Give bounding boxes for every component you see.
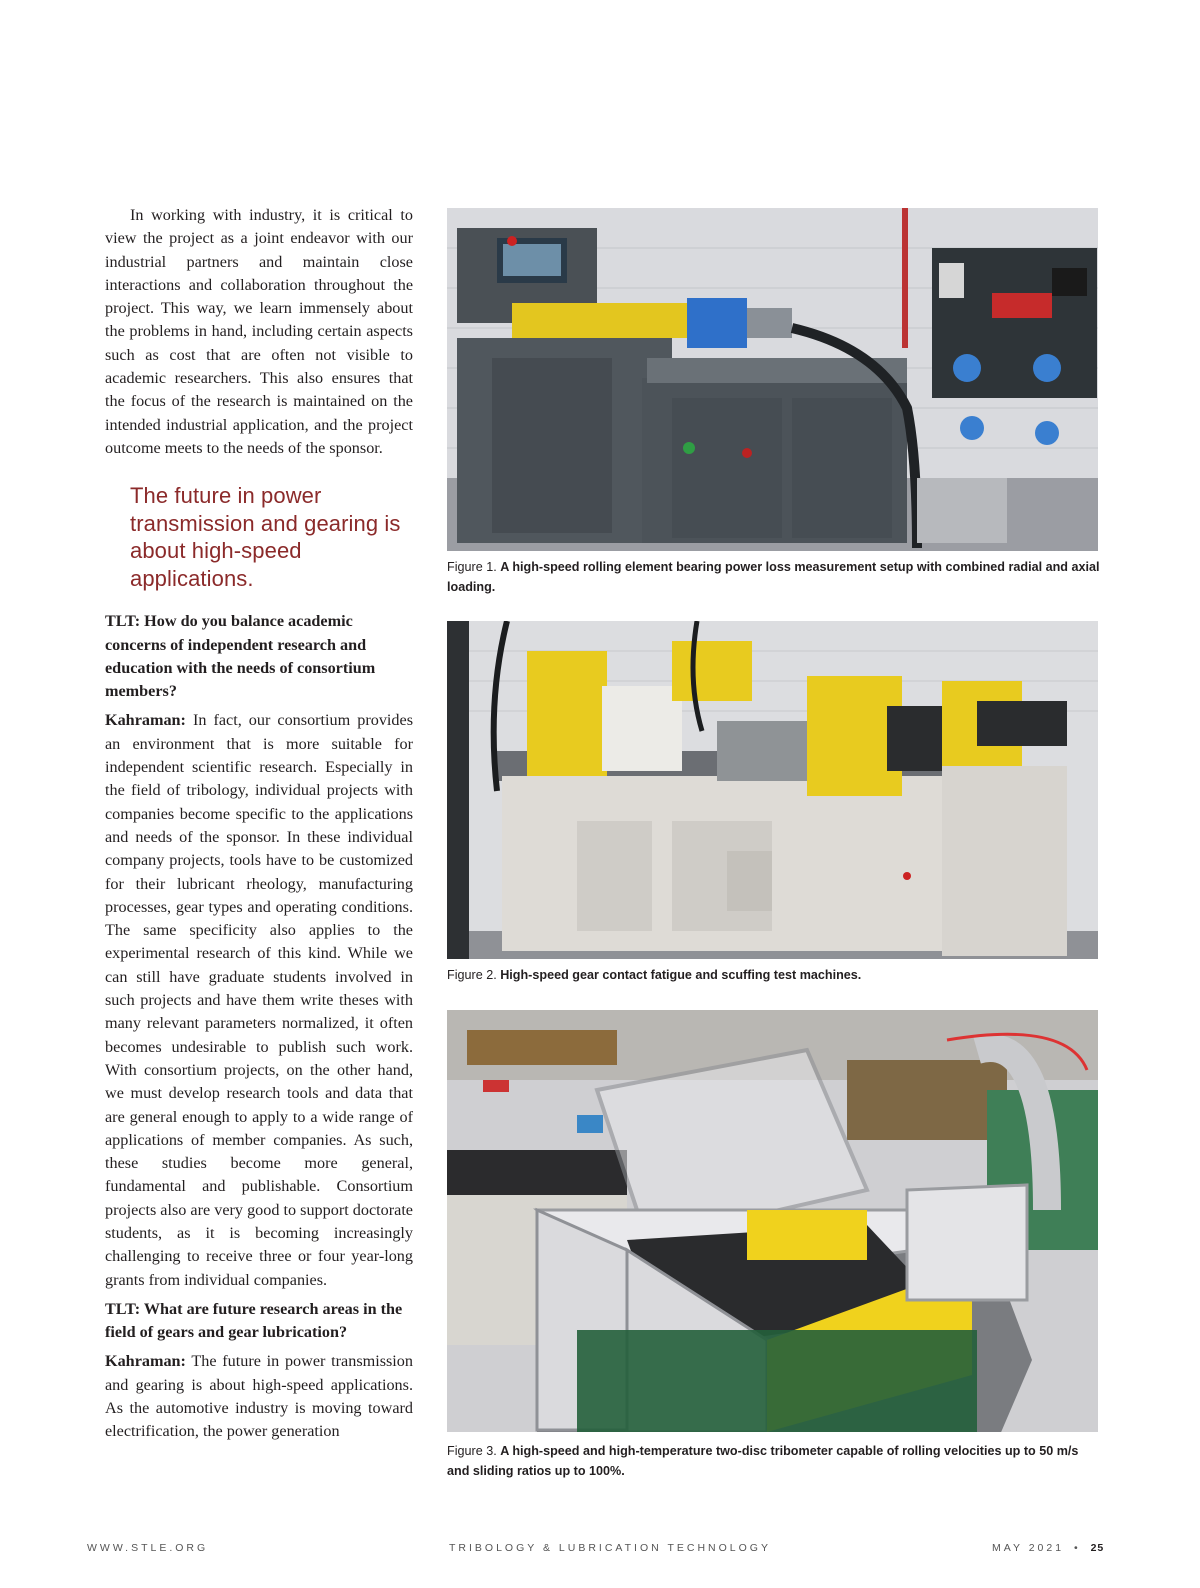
question	[105, 610, 413, 703]
answer	[105, 1350, 413, 1443]
footer-publication: TRIBOLOGY & LUBRICATION TECHNOLOGY	[449, 1542, 771, 1554]
figure-label: Figure 3.	[447, 1444, 497, 1458]
article-body	[105, 204, 413, 1450]
footer-issue: MAY 2021	[992, 1542, 1065, 1554]
figure-caption-text: High-speed gear contact fatigue and scuffing test machines.	[500, 968, 862, 982]
figure-3-photo	[447, 1010, 1098, 1432]
figure-caption-text: A high-speed rolling element bearing power loss measurement setup with combined radial and axial loading.	[447, 560, 1100, 594]
footer-issue-page	[992, 1542, 1104, 1554]
figure-3-caption	[447, 1442, 1102, 1481]
figure-caption-text: A high-speed and high-temperature two-disc tribometer capable of rolling velocities up to 50 m/s and sliding ratios up to 100%.	[447, 1444, 1079, 1478]
question-text: How do you balance academic concerns of independent research and education with the needs of consortium members?	[105, 612, 376, 701]
figure-label: Figure 1.	[447, 560, 497, 574]
pull-quote: The future in power transmission and gearing is about high-speed applications.	[130, 483, 401, 591]
paragraph: In working with industry, it is critical to view the project as a joint endeavor with our industrial partners and maintain close interactions and collaboration throughout the project. This way, we learn immensely about the problems in hand, including certain aspects such as cost that are often not visible to academic researchers. This also ensures that the focus of the research is maintained on the intended industrial application, and the project outcome meets to the needs of the sponsor.	[105, 206, 413, 457]
question	[105, 1298, 413, 1345]
footer-separator: •	[1073, 1542, 1081, 1554]
interviewer-label: TLT:	[105, 612, 141, 631]
figure-1-photo	[447, 208, 1098, 551]
footer-website: WWW.STLE.ORG	[87, 1542, 209, 1554]
answer-text: The future in power transmission and gearing is about high-speed applications. As the automotive industry is moving toward electrification, the power generation	[105, 1352, 413, 1441]
figure-1-caption	[447, 558, 1102, 597]
answer-text: In fact, our consortium provides an environment that is more suitable for independent scientific research. Especially in the field of tribology, individual projects with companies become specific to the applications and needs of the sponsor. In these individual company projects, tools have to be customized for their lubricant rheology, manufacturing processes, gear types and operating conditions. The same specificity also applies to the experimental research of this kind. While we can still have graduate students involved in such projects and have them write theses with many relevant parameters normalized, it often becomes undesirable to publish such work. With consortium projects, on the other hand, we must develop research tools and data that are general enough to apply to a wide range of applications of member companies. As such, these studies become more general, fundamental and publishable. Consortium projects also are very good to support doctorate students, as it is becoming increasingly challenging to receive three or four year-long grants from individual companies.	[105, 711, 414, 1289]
interviewee-label: Kahraman:	[105, 711, 186, 730]
page-number: 25	[1090, 1542, 1105, 1554]
figure-2-caption	[447, 966, 1102, 986]
interviewer-label: TLT:	[105, 1299, 141, 1318]
figure-2-photo	[447, 621, 1098, 959]
interviewee-label: Kahraman:	[105, 1352, 186, 1371]
figure-label: Figure 2.	[447, 968, 497, 982]
answer	[105, 709, 413, 1291]
question-text: What are future research areas in the field of gears and gear lubrication?	[105, 1299, 403, 1342]
